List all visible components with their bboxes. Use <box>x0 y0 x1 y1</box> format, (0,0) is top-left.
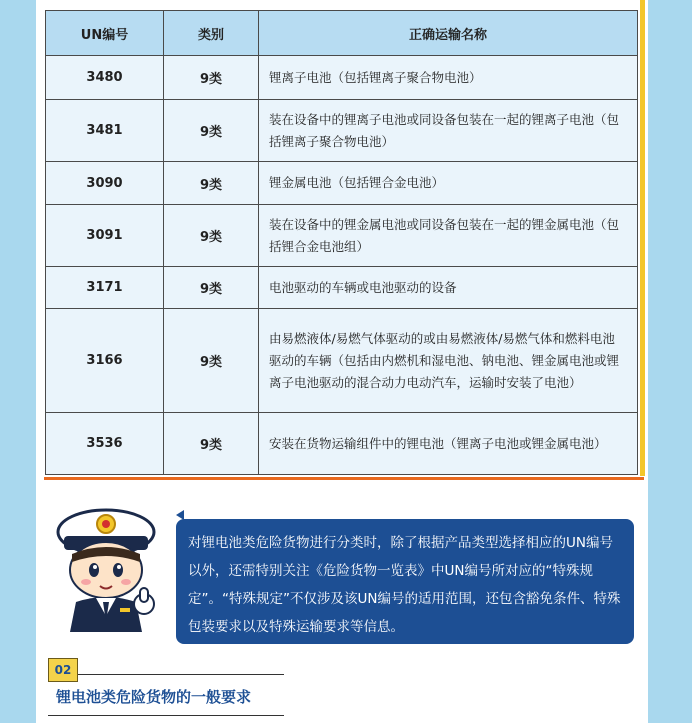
section-rule-bottom <box>48 715 284 716</box>
cell-shipping-name: 由易燃液体/易燃气体驱动的或由易燃液体/易燃气体和燃料电池驱动的车辆（包括由内燃机和湿电池、钠电池、锂金属电池或锂离子电池驱动的混合动力电动汽车，运输时安装了电池） <box>259 309 638 413</box>
section-number-badge: 02 <box>48 658 78 682</box>
yellow-side-bar <box>640 0 645 476</box>
cell-shipping-name: 装在设备中的锂金属电池或同设备包装在一起的锂金属电池（包括锂合金电池组） <box>259 205 638 267</box>
officer-cartoon-icon <box>50 492 170 632</box>
speech-bubble: 对锂电池类危险货物进行分类时，除了根据产品类型选择相应的UN编号以外，还需特别关注《危险货物一览表》中UN编号所对应的“特殊规定”。“特殊规定”不仅涉及该UN编号的适用范围，还包含豁免条件、特殊包装要求以及特殊运输要求等信息。 <box>176 519 634 644</box>
cell-un-number: 3090 <box>46 162 164 205</box>
cell-un-number: 3166 <box>46 309 164 413</box>
cell-un-number: 3480 <box>46 56 164 100</box>
header-un-number: UN编号 <box>46 11 164 56</box>
table-row <box>46 100 638 162</box>
cell-un-number: 3091 <box>46 205 164 267</box>
cell-class: 9类 <box>164 205 259 267</box>
table-row <box>46 267 638 309</box>
cell-class: 9类 <box>164 56 259 100</box>
cell-class: 9类 <box>164 100 259 162</box>
cell-class: 9类 <box>164 162 259 205</box>
header-shipping-name: 正确运输名称 <box>259 11 638 56</box>
cell-shipping-name: 电池驱动的车辆或电池驱动的设备 <box>259 267 638 309</box>
cell-class: 9类 <box>164 309 259 413</box>
header-class: 类别 <box>164 11 259 56</box>
table-row <box>46 56 638 100</box>
table-row <box>46 205 638 267</box>
cell-un-number: 3536 <box>46 413 164 475</box>
cell-class: 9类 <box>164 267 259 309</box>
cell-shipping-name: 装在设备中的锂离子电池或同设备包装在一起的锂离子电池（包括锂离子聚合物电池） <box>259 100 638 162</box>
section-title: 锂电池类危险货物的一般要求 <box>56 688 252 706</box>
cell-shipping-name: 安装在货物运输组件中的锂电池（锂离子电池或锂金属电池） <box>259 413 638 475</box>
table-row <box>46 413 638 475</box>
cell-shipping-name: 锂离子电池（包括锂离子聚合物电池） <box>259 56 638 100</box>
cell-un-number: 3171 <box>46 267 164 309</box>
un-number-table <box>45 10 638 475</box>
section-rule-top <box>78 674 284 675</box>
table-row <box>46 309 638 413</box>
cell-un-number: 3481 <box>46 100 164 162</box>
cell-shipping-name: 锂金属电池（包括锂合金电池） <box>259 162 638 205</box>
section-divider <box>44 477 644 480</box>
cell-class: 9类 <box>164 413 259 475</box>
table-row <box>46 162 638 205</box>
table-header-row <box>46 11 638 56</box>
